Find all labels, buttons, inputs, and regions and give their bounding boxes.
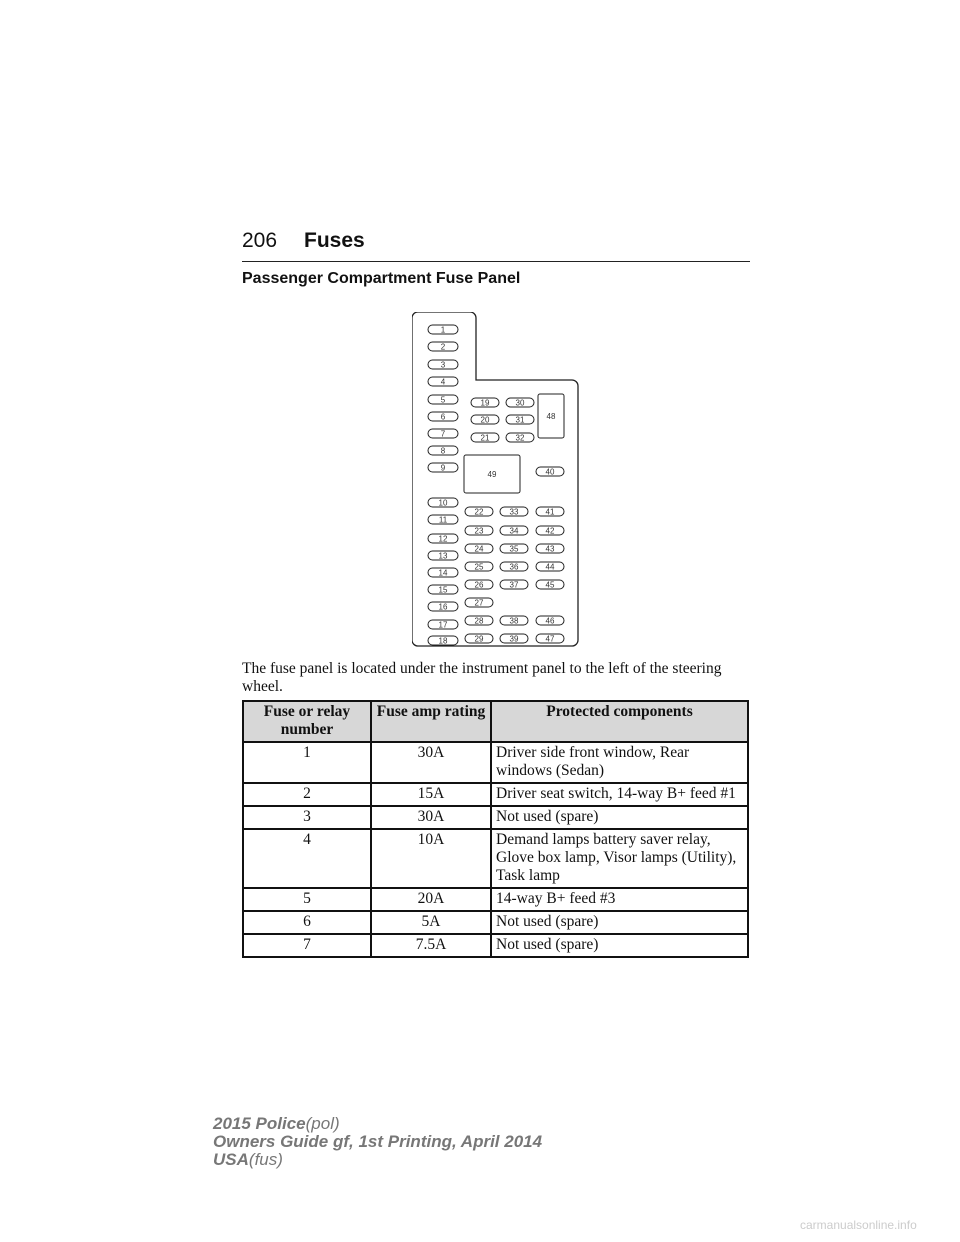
fuse-24-label: 24 [474, 544, 484, 554]
fuse-20 [471, 415, 499, 425]
table-row [243, 783, 748, 806]
fuse-38 [500, 616, 528, 626]
column-header: Protected components [491, 701, 748, 742]
fuse-19 [471, 398, 499, 408]
fuse-29-label: 29 [474, 634, 484, 644]
footer-line-3 [213, 1151, 542, 1169]
protected-components: Driver seat switch, 14-way B+ feed #1 [491, 783, 748, 806]
footer-model: 2015 Police [213, 1114, 306, 1133]
location-paragraph: The fuse panel is located under the instrument panel to the left of the steering wheel. [242, 660, 722, 695]
table-row [243, 888, 748, 911]
fuse-2-label: 2 [440, 342, 446, 352]
amp-rating: 7.5A [371, 934, 491, 957]
fuse-32 [506, 433, 534, 443]
fuse-45-label: 45 [545, 580, 555, 590]
fuse-number: 3 [243, 806, 371, 829]
fuse-31-label: 31 [515, 415, 525, 425]
fuse-13 [428, 551, 458, 561]
fuse-19-label: 19 [480, 398, 490, 408]
fuse-5-label: 5 [440, 395, 446, 405]
footer-line-1 [213, 1115, 542, 1133]
fuse-40-label: 40 [545, 467, 555, 477]
fuse-37-label: 37 [509, 580, 519, 590]
fuse-30-label: 30 [515, 398, 525, 408]
column-header: Fuse amp rating [371, 701, 491, 742]
fuse-12 [428, 534, 458, 544]
fuse-47-label: 47 [545, 634, 555, 644]
fuse-5 [428, 395, 458, 405]
fuse-47 [536, 634, 564, 644]
fuse-22 [465, 507, 493, 517]
table-header-row [243, 701, 748, 742]
fuse-26 [465, 580, 493, 590]
page-subtitle: Passenger Compartment Fuse Panel [242, 270, 521, 287]
fuse-43 [536, 544, 564, 554]
fuse-36 [500, 562, 528, 572]
fuse-17 [428, 620, 458, 630]
fuse-panel-diagram [412, 312, 582, 648]
fuse-37 [500, 580, 528, 590]
fuse-9-label: 9 [440, 463, 446, 473]
fuse-number: 6 [243, 911, 371, 934]
fuse-33-label: 33 [509, 507, 519, 517]
fuse-15 [428, 585, 458, 595]
relay-48 [538, 394, 564, 438]
fuse-17-label: 17 [438, 620, 448, 630]
fuse-27 [465, 598, 493, 608]
amp-rating: 15A [371, 783, 491, 806]
fuse-16-label: 16 [438, 602, 448, 612]
fuse-28-label: 28 [474, 616, 484, 626]
fuse-3 [428, 360, 458, 370]
fuse-7 [428, 429, 458, 439]
fuse-16 [428, 602, 458, 612]
protected-components: 14-way B+ feed #3 [491, 888, 748, 911]
fuse-39-label: 39 [509, 634, 519, 644]
amp-rating: 5A [371, 911, 491, 934]
table-row [243, 829, 748, 888]
fuse-15-label: 15 [438, 585, 448, 595]
fuse-41-label: 41 [545, 507, 555, 517]
fuse-43-label: 43 [545, 544, 555, 554]
fuse-44 [536, 562, 564, 572]
fuse-2 [428, 342, 458, 352]
footer-guide: Owners Guide gf, 1st Printing, April 2014 [213, 1132, 543, 1151]
fuse-21 [471, 433, 499, 443]
protected-components: Driver side front window, Rear windows (Sedan) [491, 742, 748, 783]
fuse-11-label: 11 [438, 515, 448, 525]
fuse-35 [500, 544, 528, 554]
table-row [243, 742, 748, 783]
protected-components: Not used (spare) [491, 911, 748, 934]
fuse-number: 7 [243, 934, 371, 957]
fuse-24 [465, 544, 493, 554]
protected-components: Not used (spare) [491, 806, 748, 829]
fuse-46 [536, 616, 564, 626]
fuse-1-label: 1 [440, 325, 446, 335]
fuse-25 [465, 562, 493, 572]
fuse-number: 2 [243, 783, 371, 806]
fuse-41 [536, 507, 564, 517]
fuse-44-label: 44 [545, 562, 555, 572]
fuse-7-label: 7 [440, 429, 446, 439]
fuse-23-label: 23 [474, 526, 484, 536]
fuse-28 [465, 616, 493, 626]
relay-49 [464, 455, 520, 493]
fuse-45 [536, 580, 564, 590]
fuse-46-label: 46 [545, 616, 555, 626]
fuse-20-label: 20 [480, 415, 490, 425]
fuse-26-label: 26 [474, 580, 484, 590]
fuse-32-label: 32 [515, 433, 525, 443]
fuse-42-label: 42 [545, 526, 555, 536]
footer [213, 1115, 542, 1169]
fuse-22-label: 22 [474, 507, 484, 517]
protected-components: Not used (spare) [491, 934, 748, 957]
fuse-8-label: 8 [440, 446, 446, 456]
fuse-39 [500, 634, 528, 644]
fuse-10 [428, 498, 458, 508]
amp-rating: 30A [371, 806, 491, 829]
fuse-11 [428, 515, 458, 525]
fuse-30 [506, 398, 534, 408]
fuse-4 [428, 377, 458, 387]
fuse-29 [465, 634, 493, 644]
fuse-23 [465, 526, 493, 536]
fuse-33 [500, 507, 528, 517]
fuse-18 [428, 636, 458, 646]
fuse-3-label: 3 [440, 360, 446, 370]
amp-rating: 20A [371, 888, 491, 911]
fuse-12-label: 12 [438, 534, 448, 544]
fuse-42 [536, 526, 564, 536]
relay-49-label: 49 [487, 470, 497, 479]
section-title: Fuses [304, 229, 365, 252]
amp-rating: 10A [371, 829, 491, 888]
fuse-8 [428, 446, 458, 456]
fuse-34-label: 34 [509, 526, 519, 536]
fuse-18-label: 18 [438, 636, 448, 646]
table-row [243, 806, 748, 829]
table-row [243, 911, 748, 934]
fuse-number: 1 [243, 742, 371, 783]
fuse-number: 5 [243, 888, 371, 911]
fuse-1 [428, 325, 458, 335]
fuse-4-label: 4 [440, 377, 446, 387]
fuse-21-label: 21 [480, 433, 490, 443]
protected-components: Demand lamps battery saver relay, Glove box lamp, Visor lamps (Utility), Task lamp [491, 829, 748, 888]
fuse-number: 4 [243, 829, 371, 888]
fuse-35-label: 35 [509, 544, 519, 554]
fuse-13-label: 13 [438, 551, 448, 561]
fuse-14-label: 14 [438, 568, 448, 578]
fuse-6-label: 6 [440, 412, 446, 422]
column-header: Fuse or relay number [243, 701, 371, 742]
fuse-25-label: 25 [474, 562, 484, 572]
fuse-6 [428, 412, 458, 422]
fuse-27-label: 27 [474, 598, 484, 608]
fuse-table [242, 700, 749, 958]
fuse-40 [536, 467, 564, 477]
footer-line-2 [213, 1133, 542, 1151]
footer-market-code: (fus) [248, 1150, 283, 1169]
fuse-36-label: 36 [509, 562, 519, 572]
page-number: 206 [242, 229, 278, 252]
fuse-9 [428, 463, 458, 473]
table-row [243, 934, 748, 957]
watermark: carmanualsonline.info [800, 1218, 917, 1232]
page-header [242, 229, 750, 262]
footer-market: USA [213, 1150, 249, 1169]
fuse-34 [500, 526, 528, 536]
fuse-14 [428, 568, 458, 578]
footer-model-code: (pol) [305, 1114, 340, 1133]
fuse-31 [506, 415, 534, 425]
relay-48-label: 48 [546, 412, 556, 421]
fuse-10-label: 10 [438, 498, 448, 508]
fuse-38-label: 38 [509, 616, 519, 626]
amp-rating: 30A [371, 742, 491, 783]
